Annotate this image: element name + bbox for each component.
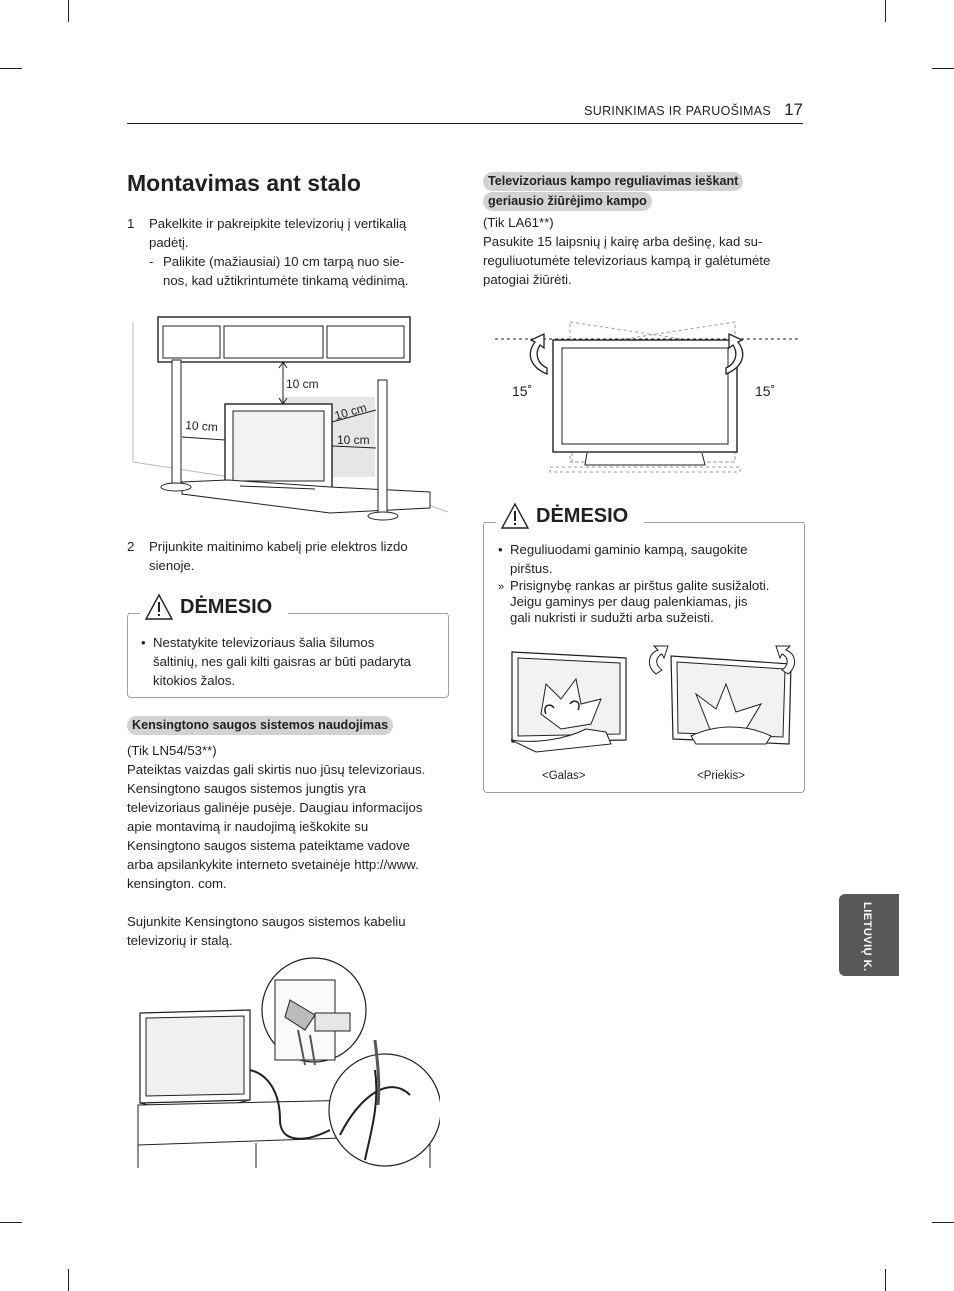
- kensington-model: (Tik LN54/53**): [127, 743, 217, 758]
- angle-right-label: 15˚: [755, 383, 776, 399]
- caution-item: • Nestatykite televizoriaus šalia šilumos šaltinių, nes gali kilti gaisras ar būti padaryta kitokios žalos.: [141, 635, 412, 688]
- caution-rule: [644, 522, 804, 523]
- caution-title: DĖMESIO: [180, 595, 273, 618]
- angle-model: (Tik LA61**): [483, 215, 554, 230]
- angle-body: Pasukite 15 laipsnių į kairę arba dešinę, kad su- reguliuotumėte televizoriaus kampą ir galėtumėte patogiai žiūrėti.: [483, 234, 771, 287]
- language-tab: [839, 894, 899, 976]
- crop-mark: [885, 0, 886, 22]
- crop-mark: [932, 68, 954, 69]
- page-number: 17: [784, 100, 803, 119]
- clearance-top-label: 10 cm: [286, 377, 319, 391]
- caution-rule: [484, 522, 496, 523]
- crop-mark: [0, 1222, 22, 1223]
- warning-icon: [500, 502, 530, 530]
- crop-mark: [68, 1269, 69, 1291]
- crop-mark: [68, 0, 69, 22]
- step-2: 2 Prijunkite maitinimo kabelį prie elektros lizdo sienoje.: [127, 539, 408, 573]
- page-header: [127, 101, 803, 124]
- figure-label-back: <Galas>: [542, 770, 586, 782]
- caution-rule: [128, 613, 140, 614]
- figure-label-front: <Priekis>: [697, 770, 745, 782]
- crop-mark: [932, 1222, 954, 1223]
- clearance-right-label-b: 10 cm: [337, 433, 370, 447]
- clearance-right-label-a: 10 cm: [332, 400, 369, 423]
- clearance-left-label: 10 cm: [184, 418, 219, 435]
- caution-note: » Prisignybę rankas ar pirštus galite susižaloti. Jeigu gaminys per daug palenkiamas, jis gali nukristi ir sudužti arba sužeisti.: [498, 578, 770, 625]
- step-1-note: - Palikite (mažiausiai) 10 cm tarpą nuo sie- nos, kad užtikrintumėte tinkamą vėdinimą.: [149, 254, 409, 288]
- angle-heading-line-1: Televizoriaus kampo reguliavimas ieškant: [483, 172, 743, 191]
- language-tab-label: LIETUVIŲ K.: [861, 902, 873, 972]
- tv-clearance-figure: [130, 312, 450, 527]
- kensington-heading: Kensingtono saugos sistemos naudojimas: [127, 716, 393, 735]
- caution-box-right: [483, 504, 805, 793]
- step-1: 1 Pakelkite ir pakreipkite televizorių į vertikalią padėtį.: [127, 216, 407, 250]
- section-title: SURINKIMAS IR PARUOŠIMAS: [584, 104, 771, 118]
- crop-mark: [885, 1269, 886, 1291]
- page-title: Montavimas ant stalo: [127, 170, 361, 196]
- caution-box-left: [127, 595, 449, 698]
- caution-rule: [288, 613, 448, 614]
- swivel-figure: [490, 312, 805, 477]
- angle-left-label: 15˚: [512, 383, 533, 399]
- caution-heading: [140, 593, 277, 621]
- caution-heading: [496, 502, 633, 530]
- finger-pinch-figure: [506, 644, 796, 769]
- caution-title: DĖMESIO: [536, 504, 629, 527]
- caution-item: • Reguliuodami gaminio kampą, saugokite pirštus.: [498, 542, 748, 576]
- crop-mark: [0, 68, 22, 69]
- angle-heading-line-2: geriausio žiūrėjimo kampo: [483, 192, 652, 211]
- kensington-connect: Sujunkite Kensingtono saugos sistemos kabeliu televizorių ir stalą.: [127, 914, 406, 948]
- kensington-lock-figure: [130, 955, 440, 1170]
- kensington-body: Pateiktas vaizdas gali skirtis nuo jūsų televizoriaus. Kensingtono saugos sistemos jungtis yra televizoriaus galinėje pusėje. Daugiau informacijos apie montavimą ir naudojimą ieškokite su Kensingtono saugos sistema pateiktame vadove arba apsilankykite interneto svetainėje http://www. kensington. com.: [127, 762, 426, 891]
- warning-icon: [144, 593, 174, 621]
